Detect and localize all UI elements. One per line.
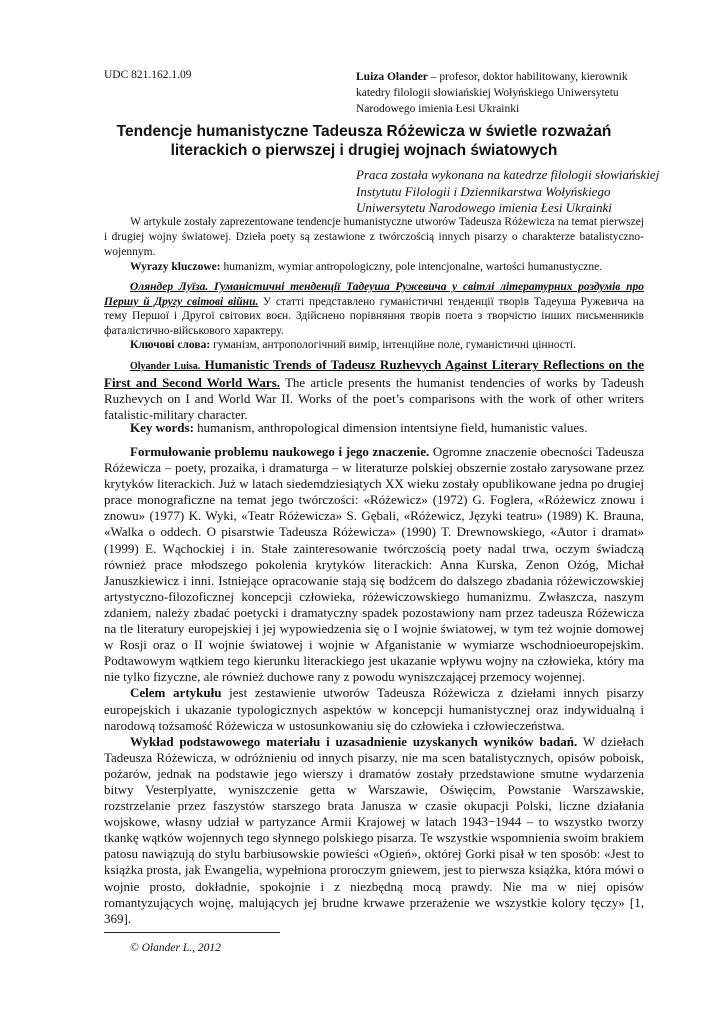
paragraph-text: W dziełach Tadeusza Różewicza, w odróżnieniu od innych pisarzy, nie ma scen batalistycznych, opisów poboisk, pożarów, jednak na podstawie jego wierszy i dramatów zostały przedstawione smutne wydarzenia bitwy Vesterplyatte, wyniszczenie getta w Warszawie, Oświęcim, Powstanie Warszawskie, rozstrzelanie przez faszystów starszego brata Janusza w czasie okupacji Polski, liczne działania wojskowe, własny udział w partyzance Armii Krajowej w latach 1943−1944 – to wszystko tworzy tkankę wątków wojennych tego słynnego polskiego pisarza. Te wszystkie wspomnienia swoim brakiem patosu nawiązują do stylu barbiusowskie powieści «Ogień», októrej Gorki pisał w ten sposób: «Jest to książka prosta, jak Ewangelia, wypełniona proroczym gniewem, jest to pierwsza książka, która mówi o wojnie prosto, dokładnie, spokojnie i z niezbędną mocą prawdy. Nie ma w niej opisów romantyzujących wojnę, malujących jej brudne krwawe przerażenie we wszystkie kolory tęczy» [1, 369]. [104,733,644,926]
article-body [104,444,644,927]
author-name: Luiza Olander [356,71,428,83]
keywords-label: Ключові слова: [130,339,211,351]
keywords-label: Key words: [130,420,194,435]
body-paragraph [104,444,644,685]
abstract-polish: W artykule zostały zaprezentowane tendencje humanistyczne utworów Tadeusza Różewicza na temat pierwszej i drugiej wojny światowej. Dzieła poety są zestawione z twórczością innych pisarzy o charakterze batalistyczno-wojennym. [104,216,644,258]
keywords-text: humanism, anthropological dimension intentsiyne field, humanistic values. [193,420,588,435]
abstract-ukrainian [104,280,644,338]
keywords-polish [130,260,640,275]
affiliation-line: Uniwersytetu Narodowego imienia Łesi Ukrainki [356,200,612,215]
abstract-heading: Оляндер Луїза. Гуманістичні тенденції Тадеуша Ружевича у світлі літературних роздумів про Першу й Другу світові війни. [104,281,644,308]
keywords-label: Wyrazy kluczowe: [130,261,221,273]
article-title: Tendencje humanistyczne Tadeusza Różewicza w świetle rozważań literackich o pierwszej i drugiej wojnach światowych [116,123,612,159]
author-info [356,69,656,117]
paragraph-text: Ogromne znaczenie obecności Tadeusza Różewicza – poety, prozaika, i dramaturga – w literaturze polskiej obszernie zostało zarysowane przez krytyków literackich. Już w latach siedemdziesiątych XX wieku zostały opublikowane jedna po drugiej prace monograficzne na temat jego twórczości: «Różewicz» (1972) G. Foglera, «Różewicz znowu i znowu» (1977) K. Wyki, «Teatr Różewicza» S. Gębali, «Różewicz, Języki teatru» (1989) K. Brauna, «Walka o oddech. O pisarstwie Tadeusza Różewicza» (1990) T. Drewnowskiego, «Autor i dramat» (1999) E. Wąchockiej i in. Stałe zainteresowanie twórczością poety nadal trwa, oczym świadczą również prace młodszego pokolenia krytyków literackich: Anna Kurska, Zenon Ożóg, Michał Januszkiewicz i inni. Istniejące opracowanie stają się bodźcem do dalszego zbadania różewiczowskiej artystyczno-filozoficznej koncepcji człowieka, różewiczowskiego humanizmu. Zwłaszcza, naszym zdaniem, należy zbadać poetycki i dramatyczny spadek pozostawiony nam przez tadeusza Różewicza na tle literatury europejskiej i jej wypowiedzenia się o I wojnie światowej, w tym też wojnie domowej w Rosji oraz o II wojnie światowej i wojnie w Afganistanie w wymiarze wschodnioeuropejskim. Podtawowym wątkiem tego kierunku literackiego jest ukazanie wpływu wojny na człowieka, który ma nie tylko fizyczne, ale również duchowe rany z powodu wyniszczającej przemocy wojennej. [104,444,644,685]
affiliation [356,167,676,217]
body-paragraph [104,734,644,927]
affiliation-line: Instytutu Filologii i Dziennikarstwa Wołyńskiego [356,183,611,199]
body-paragraph [104,685,644,733]
abstract-english [104,357,644,423]
affiliation-line: Praca została wykonana na katedrze filologii słowiańskiej [356,167,660,182]
copyright-note: © Olander L., 2012 [130,942,221,954]
abstract-heading: Humanistic Trends of Tadeusz Ruzhevych Against Literary Reflections on the First and Second World Wars. [104,357,644,390]
keywords-english [130,420,640,436]
footnote-divider [104,932,280,933]
section-heading: Wykład podstawowego materiału i uzasadnienie uzyskanych wyników badań. [130,733,578,749]
paragraph-text: jest zestawienie utworów Tadeusza Różewicza z dziełami innych pisarzy europejskich i ukazanie typologicznych aspektów w koncepcji humanistycznej oraz indywidualną i narodową tożsamość Różewicza w ustosunkowaniu się do człowieka i człowieczeństwa. [104,685,644,733]
keywords-ukrainian [130,338,640,353]
udc-code: UDC 821.162.1.09 [104,69,192,81]
section-heading: Formułowanie problemu naukowego i jego znaczenie. [130,444,430,459]
keywords-text: гуманізм, антропологічний вимір, інтенційне поле, гуманістичні цінності. [210,339,576,351]
author-description: – profesor, doktor habilitowany, kierownik katedry filologii słowiańskiej Wołyńskiego Uniwersytetu Narodowego imienia Łesi Ukrainki [356,71,628,115]
abstract-text: У статті представлено гуманістичні тенденції творів Тадеуша Ружевича на тему Першої і Другої світових воєн. Здійснено порівняння творів поета з творчістю інших письменників фаталістично-військового характеру. [104,295,645,337]
section-heading: Celem artykułu [130,685,222,701]
abstract-text: The article presents the humanist tendencies of works by Tadeush Ruzhevych on I and World War II. Works of the poet’s comparisons with the work of other writers fatalistic-military character. [104,375,644,422]
abstract-author: Olyander Luisa. [130,361,201,372]
keywords-text: humanizm, wymiar antropologiczny, pole intencjonalne, wartości humanustyczne. [220,261,603,273]
